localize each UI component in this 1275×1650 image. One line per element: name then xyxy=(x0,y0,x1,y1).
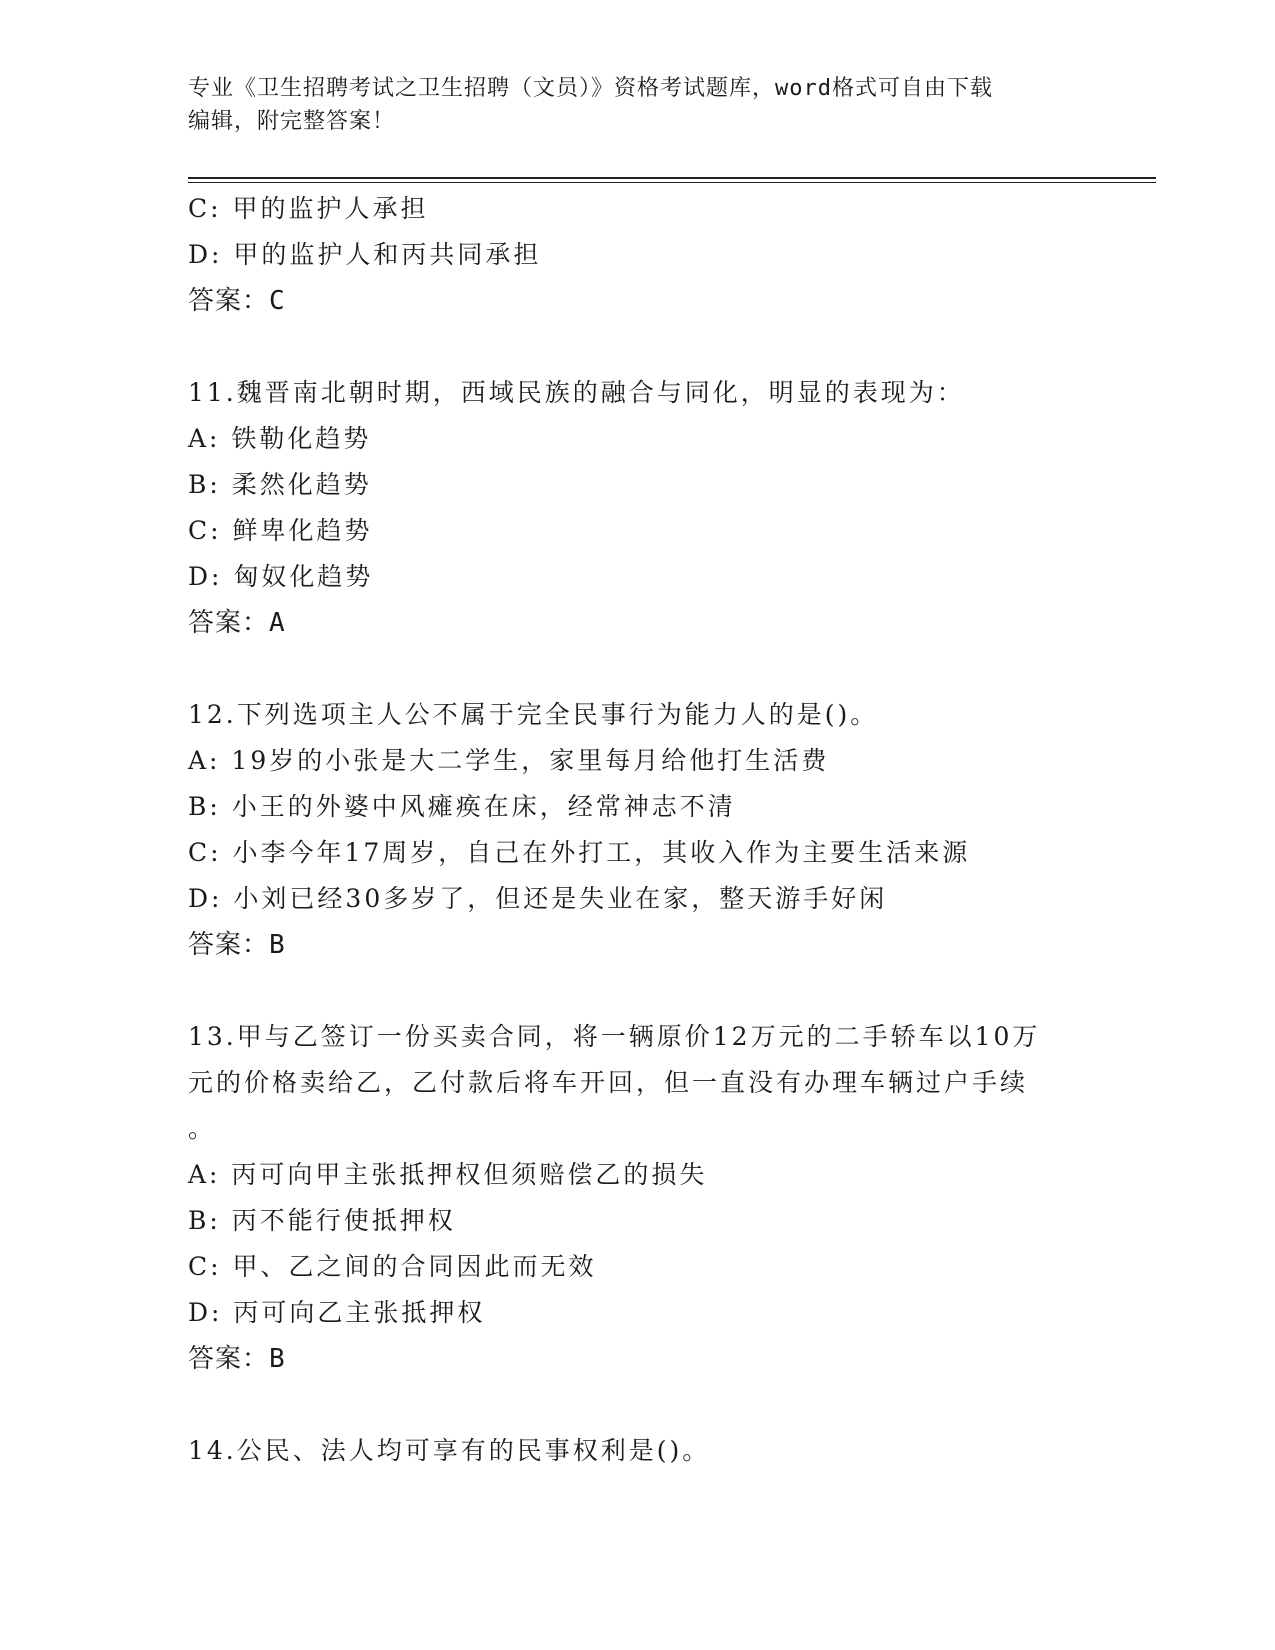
header-line-1: 专业《卫生招聘考试之卫生招聘（文员）》资格考试题库，word格式可自由下载 xyxy=(188,76,993,101)
question-stem: 12.下列选项主人公不属于完全民事行为能力人的是()。 xyxy=(188,700,879,729)
option-b: B: 丙不能行使抵押权 xyxy=(188,1206,456,1235)
answer-value: B xyxy=(269,1344,286,1374)
option-d: D: 丙可向乙主张抵押权 xyxy=(188,1298,486,1327)
answer-value: B xyxy=(269,930,286,960)
question-list xyxy=(188,186,1088,1474)
answer-label: 答案： xyxy=(188,608,270,638)
option-d: D: 匈奴化趋势 xyxy=(188,562,374,591)
answer-line xyxy=(188,922,1088,968)
question-stem-line-2: 元的价格卖给乙，乙付款后将车开回，但一直没有办理车辆过户手续 xyxy=(188,1068,1029,1097)
option-d: D: 小刘已经30多岁了，但还是失业在家，整天游手好闲 xyxy=(188,884,888,913)
option-a: A: 丙可向甲主张抵押权但须赔偿乙的损失 xyxy=(188,1160,708,1189)
document-header xyxy=(188,72,1068,138)
option-c: C: 小李今年17周岁，自己在外打工，其收入作为主要生活来源 xyxy=(188,838,971,867)
question-block-10 xyxy=(188,186,1088,324)
answer-line xyxy=(188,278,1088,324)
option-b: B: 柔然化趋势 xyxy=(188,470,372,499)
option-a: A: 19岁的小张是大二学生，家里每月给他打生活费 xyxy=(188,746,830,775)
answer-value: A xyxy=(269,608,286,638)
answer-line xyxy=(188,600,1088,646)
question-block-11 xyxy=(188,370,1088,646)
option-c: C: 甲、乙之间的合同因此而无效 xyxy=(188,1252,597,1281)
question-block-12 xyxy=(188,692,1088,968)
question-stem-line-3: 。 xyxy=(188,1114,217,1143)
option-b: B: 小王的外婆中风瘫痪在床，经常神志不清 xyxy=(188,792,736,821)
header-rule-thin xyxy=(188,182,1156,183)
header-rule-thick xyxy=(188,177,1156,179)
option-d: D: 甲的监护人和丙共同承担 xyxy=(188,240,542,269)
question-stem: 11.魏晋南北朝时期，西域民族的融合与同化，明显的表现为： xyxy=(188,378,965,407)
question-stem-line-1: 13.甲与乙签订一份买卖合同，将一辆原价12万元的二手轿车以10万 xyxy=(188,1022,1041,1051)
option-c: C: 甲的监护人承担 xyxy=(188,194,429,223)
answer-value: C xyxy=(269,286,286,316)
option-c: C: 鲜卑化趋势 xyxy=(188,516,373,545)
answer-line xyxy=(188,1336,1088,1382)
question-block-14 xyxy=(188,1428,1088,1474)
header-line-2: 编辑，附完整答案！ xyxy=(188,109,396,134)
question-block-13 xyxy=(188,1014,1088,1382)
answer-label: 答案： xyxy=(188,286,270,316)
option-a: A: 铁勒化趋势 xyxy=(188,424,372,453)
answer-label: 答案： xyxy=(188,1344,270,1374)
answer-label: 答案： xyxy=(188,930,270,960)
question-stem: 14.公民、法人均可享有的民事权利是()。 xyxy=(188,1436,711,1465)
